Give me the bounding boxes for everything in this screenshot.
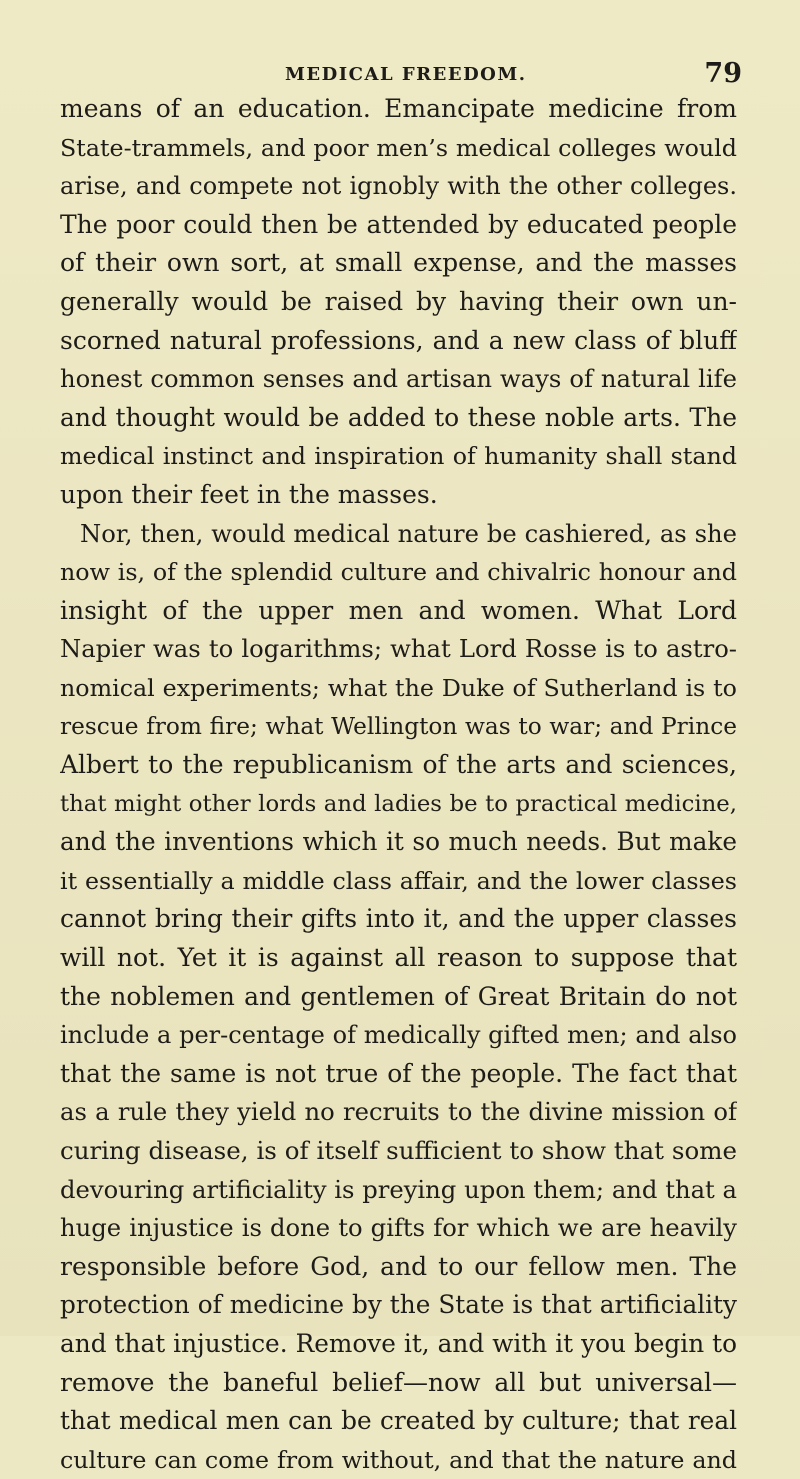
text-line: will not. Yet it is against all reason to suppose that bbox=[60, 943, 737, 973]
text-line: scorned natural professions, and a new class of bluff bbox=[60, 325, 737, 355]
text-line: arise, and compete not ignobly with the other colleges. bbox=[60, 172, 737, 201]
text-line: now is, of the splendid culture and chivalric honour and bbox=[60, 558, 737, 587]
text-line: protection of medicine by the State is that artificiality bbox=[60, 1290, 737, 1320]
text-line: of their own sort, at small expense, and the masses bbox=[60, 248, 737, 278]
text-line: that medical men can be created by culture; that real bbox=[60, 1406, 737, 1436]
text-line: honest common senses and artisan ways of natural life bbox=[60, 364, 737, 394]
text-line: nomical experiments; what the Duke of Sutherland is to bbox=[60, 673, 737, 702]
text-line: cannot bring their gifts into it, and the upper classes bbox=[60, 904, 737, 934]
text-line: Napier was to logarithms; what Lord Rosse is to astro- bbox=[60, 634, 737, 664]
text-line: State-trammels, and poor men’s medical colleges would bbox=[60, 133, 737, 162]
text-line: Nor, then, would medical nature be cashiered, as she bbox=[80, 518, 737, 548]
running-head-title: MEDICAL FREEDOM. bbox=[285, 64, 527, 85]
text-line: responsible before God, and to our fellow men. The bbox=[60, 1251, 737, 1281]
text-line: that the same is not true of the people. The fact that bbox=[60, 1058, 737, 1088]
page-number: 79 bbox=[704, 58, 742, 89]
body-text bbox=[60, 90, 737, 1479]
text-line: upon their feet in the masses. bbox=[60, 479, 438, 509]
text-line: The poor could then be attended by educated people bbox=[60, 209, 737, 239]
text-line: remove the baneful belief—now all but universal— bbox=[60, 1367, 737, 1397]
text-line: the noblemen and gentlemen of Great Britain do not bbox=[60, 981, 737, 1011]
text-line: means of an education. Emancipate medicine from bbox=[60, 94, 737, 123]
running-head bbox=[0, 58, 800, 88]
text-line: insight of the upper men and women. What Lord bbox=[60, 595, 737, 625]
text-line: rescue from fire; what Wellington was to war; and Prince bbox=[60, 712, 737, 740]
text-line: that might other lords and ladies be to practical medicine, bbox=[60, 790, 737, 817]
text-line: as a rule they yield no recruits to the divine mission of bbox=[60, 1097, 737, 1127]
text-line: Albert to the republicanism of the arts and sciences, bbox=[60, 750, 737, 780]
text-line: culture can come from without, and that the nature and bbox=[60, 1445, 737, 1474]
text-line: and thought would be added to these noble arts. The bbox=[60, 402, 737, 432]
text-line: huge injustice is done to gifts for which we are heavily bbox=[60, 1213, 737, 1243]
text-line: curing disease, is of itself sufficient to show that some bbox=[60, 1136, 737, 1166]
text-line: it essentially a middle class affair, and the lower classes bbox=[60, 866, 737, 895]
text-line: include a per-centage of medically gifted men; and also bbox=[60, 1021, 737, 1050]
text-line: generally would be raised by having their own un- bbox=[60, 286, 737, 316]
text-line: and that injustice. Remove it, and with it you begin to bbox=[60, 1329, 737, 1358]
text-line: and the inventions which it so much needs. But make bbox=[60, 827, 737, 857]
text-line: medical instinct and inspiration of humanity shall stand bbox=[60, 442, 737, 471]
text-line: devouring artificiality is preying upon them; and that a bbox=[60, 1174, 737, 1204]
